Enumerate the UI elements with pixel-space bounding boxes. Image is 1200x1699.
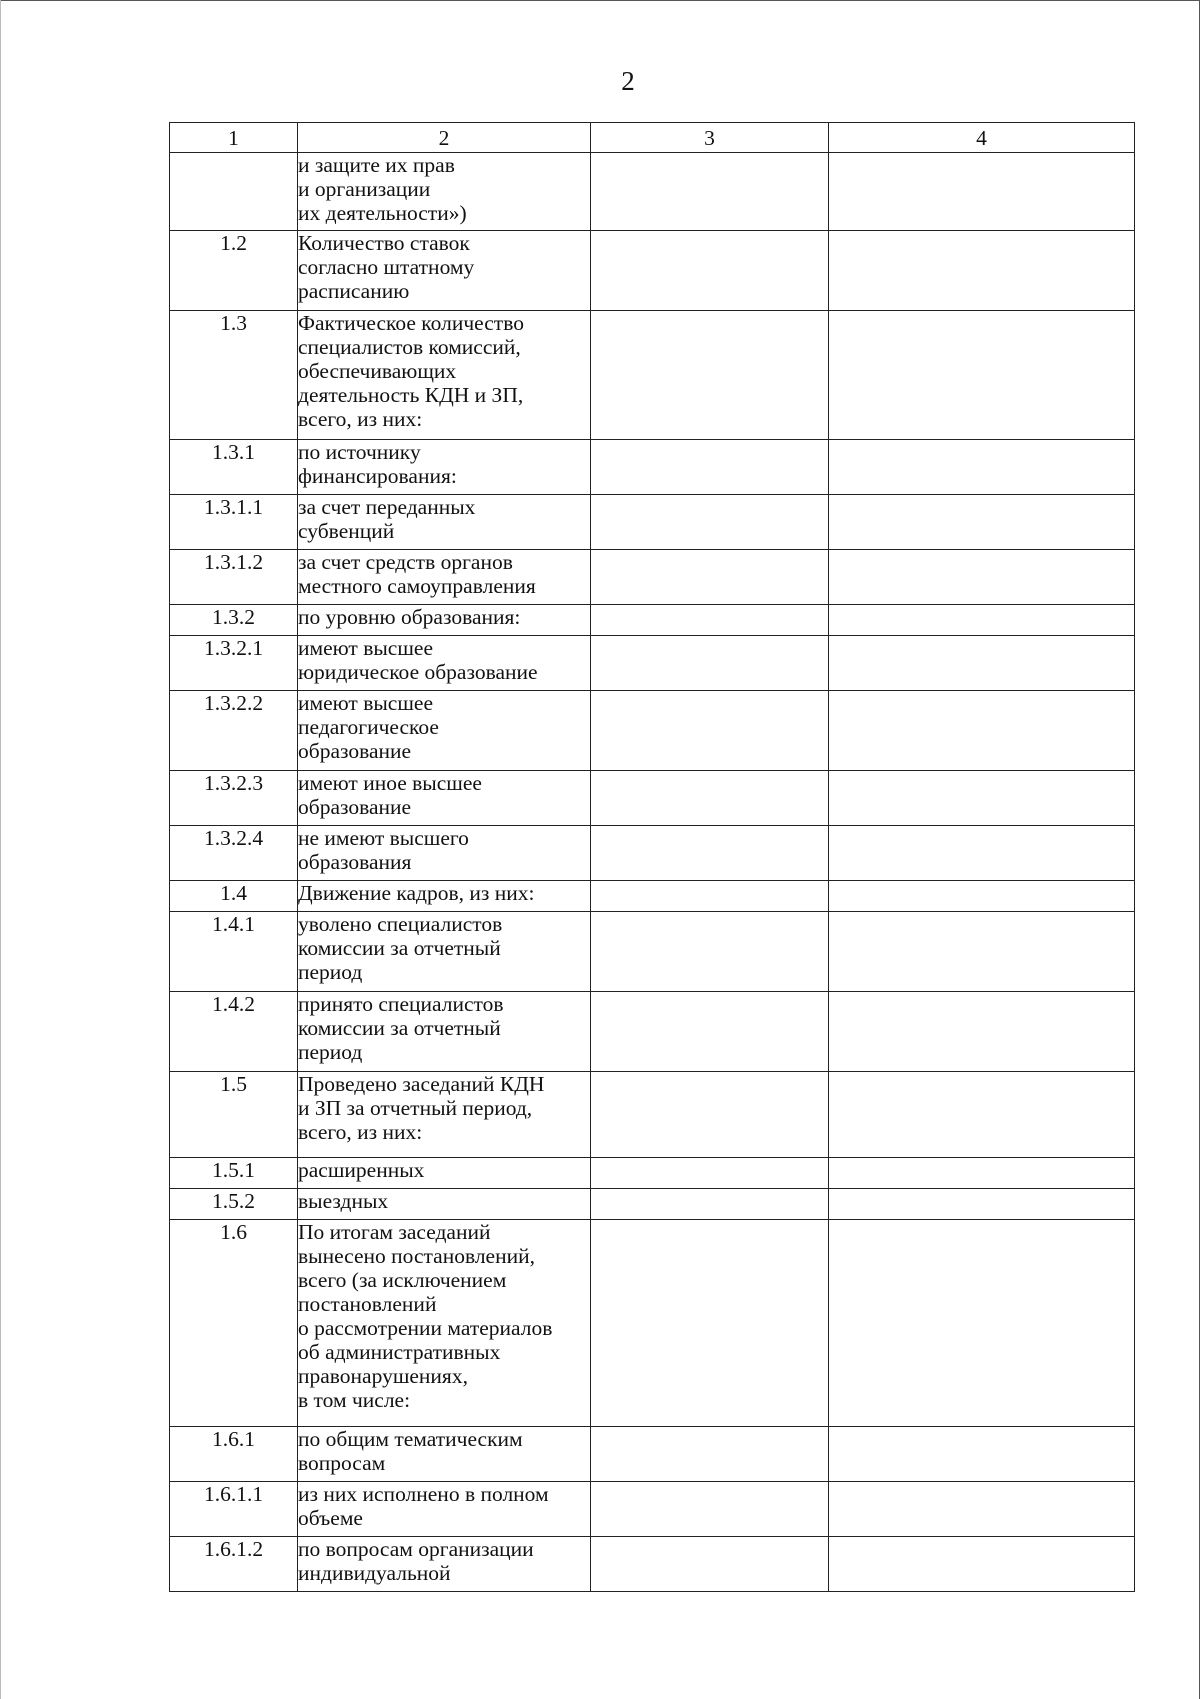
row-number-cell: 1.4.2 — [170, 992, 298, 1072]
value-cell-col4 — [829, 231, 1135, 311]
value-cell-col3 — [591, 1072, 829, 1158]
value-cell-col3 — [591, 771, 829, 826]
row-number-cell: 1.3.2.2 — [170, 691, 298, 771]
value-cell-col4 — [829, 912, 1135, 992]
column-header-1: 1 — [170, 123, 298, 153]
value-cell-col4 — [829, 1158, 1135, 1189]
value-cell-col4 — [829, 691, 1135, 771]
table-row — [170, 1220, 1135, 1427]
row-indicator-text: по источнику финансирования: — [298, 440, 457, 488]
table-row — [170, 1427, 1135, 1482]
value-cell-col4 — [829, 881, 1135, 912]
value-cell-col3 — [591, 881, 829, 912]
value-cell-col4 — [829, 1189, 1135, 1220]
row-indicator-cell — [298, 1482, 591, 1537]
row-indicator-text: расширенных — [298, 1158, 425, 1182]
row-indicator-text: по вопросам организации индивидуальной — [298, 1537, 534, 1585]
table-row — [170, 1537, 1135, 1592]
row-indicator-text: Движение кадров, из них: — [298, 881, 535, 905]
row-number-cell: 1.3 — [170, 311, 298, 440]
row-number-cell: 1.3.2 — [170, 605, 298, 636]
column-header-2: 2 — [298, 123, 591, 153]
row-indicator-text: выездных — [298, 1189, 389, 1213]
row-number-cell: 1.4.1 — [170, 912, 298, 992]
row-number-cell: 1.6.1.1 — [170, 1482, 298, 1537]
row-indicator-text: имеют иное высшее образование — [298, 771, 482, 819]
page-number: 2 — [621, 66, 635, 96]
table-row — [170, 311, 1135, 440]
row-number-cell: 1.3.1.1 — [170, 495, 298, 550]
row-indicator-text: уволено специалистов комиссии за отчетный период — [298, 912, 503, 984]
row-indicator-cell — [298, 495, 591, 550]
value-cell-col3 — [591, 1427, 829, 1482]
row-indicator-text: и защите их прав и организации их деятельности») — [298, 153, 467, 225]
row-indicator-cell — [298, 605, 591, 636]
value-cell-col3 — [591, 495, 829, 550]
row-number-cell: 1.5 — [170, 1072, 298, 1158]
table-row — [170, 440, 1135, 495]
row-indicator-cell — [298, 1072, 591, 1158]
row-indicator-cell — [298, 636, 591, 691]
value-cell-col4 — [829, 440, 1135, 495]
row-indicator-text: Количество ставок согласно штатному расписанию — [298, 231, 475, 303]
page-edge-left — [0, 0, 1, 1699]
row-number-cell: 1.3.2.1 — [170, 636, 298, 691]
value-cell-col4 — [829, 1482, 1135, 1537]
table-row — [170, 495, 1135, 550]
row-indicator-cell — [298, 440, 591, 495]
value-cell-col4 — [829, 771, 1135, 826]
row-indicator-text: по общим тематическим вопросам — [298, 1427, 523, 1475]
row-number-cell: 1.5.1 — [170, 1158, 298, 1189]
row-indicator-cell — [298, 912, 591, 992]
row-indicator-cell — [298, 691, 591, 771]
value-cell-col3 — [591, 1482, 829, 1537]
value-cell-col4 — [829, 495, 1135, 550]
table-row — [170, 992, 1135, 1072]
value-cell-col3 — [591, 440, 829, 495]
value-cell-col3 — [591, 1537, 829, 1592]
row-indicator-cell — [298, 1158, 591, 1189]
row-number-cell: 1.3.2.3 — [170, 771, 298, 826]
row-indicator-text: Фактическое количество специалистов комиссий, обеспечивающих деятельность КДН и ЗП, всего, из них: — [298, 311, 524, 431]
value-cell-col3 — [591, 605, 829, 636]
value-cell-col4 — [829, 826, 1135, 881]
column-header-3: 3 — [591, 123, 829, 153]
value-cell-col3 — [591, 550, 829, 605]
row-indicator-cell — [298, 550, 591, 605]
value-cell-col3 — [591, 153, 829, 231]
value-cell-col4 — [829, 311, 1135, 440]
value-cell-col4 — [829, 992, 1135, 1072]
row-indicator-cell — [298, 881, 591, 912]
value-cell-col3 — [591, 912, 829, 992]
row-indicator-text: за счет переданных субвенций — [298, 495, 476, 543]
report-table — [169, 122, 1135, 1592]
row-indicator-cell — [298, 1189, 591, 1220]
table-row — [170, 605, 1135, 636]
table-row — [170, 826, 1135, 881]
row-indicator-cell — [298, 826, 591, 881]
table-row — [170, 881, 1135, 912]
row-indicator-text: по уровню образования: — [298, 605, 521, 629]
value-cell-col4 — [829, 605, 1135, 636]
table-row — [170, 691, 1135, 771]
row-number-cell: 1.6 — [170, 1220, 298, 1427]
value-cell-col4 — [829, 1072, 1135, 1158]
value-cell-col3 — [591, 1189, 829, 1220]
row-number-cell: 1.3.2.4 — [170, 826, 298, 881]
value-cell-col4 — [829, 1537, 1135, 1592]
table-row — [170, 1482, 1135, 1537]
value-cell-col4 — [829, 550, 1135, 605]
value-cell-col4 — [829, 1220, 1135, 1427]
row-number-cell: 1.2 — [170, 231, 298, 311]
value-cell-col3 — [591, 231, 829, 311]
table-row — [170, 550, 1135, 605]
value-cell-col3 — [591, 992, 829, 1072]
row-indicator-text: Проведено заседаний КДН и ЗП за отчетный период, всего, из них: — [298, 1072, 545, 1144]
row-number-cell: 1.5.2 — [170, 1189, 298, 1220]
row-indicator-cell — [298, 231, 591, 311]
row-indicator-text: не имеют высшего образования — [298, 826, 469, 874]
row-indicator-cell — [298, 771, 591, 826]
table-row — [170, 912, 1135, 992]
table-row — [170, 636, 1135, 691]
table-row — [170, 1158, 1135, 1189]
table-row — [170, 771, 1135, 826]
row-number-cell — [170, 153, 298, 231]
value-cell-col4 — [829, 1427, 1135, 1482]
row-indicator-text: за счет средств органов местного самоуправления — [298, 550, 536, 598]
row-number-cell: 1.4 — [170, 881, 298, 912]
value-cell-col3 — [591, 1220, 829, 1427]
value-cell-col3 — [591, 1158, 829, 1189]
value-cell-col3 — [591, 826, 829, 881]
row-number-cell: 1.6.1 — [170, 1427, 298, 1482]
row-indicator-cell — [298, 311, 591, 440]
row-number-cell: 1.6.1.2 — [170, 1537, 298, 1592]
row-indicator-cell — [298, 1537, 591, 1592]
row-indicator-text: По итогам заседаний вынесено постановлений, всего (за исключением постановлений о рассмотрении материалов об административных правонарушениях, в том числе: — [298, 1220, 553, 1412]
row-indicator-cell — [298, 153, 591, 231]
value-cell-col3 — [591, 311, 829, 440]
table-row — [170, 153, 1135, 231]
table-row — [170, 1072, 1135, 1158]
table-row — [170, 231, 1135, 311]
value-cell-col3 — [591, 636, 829, 691]
value-cell-col3 — [591, 691, 829, 771]
column-header-4: 4 — [829, 123, 1135, 153]
value-cell-col4 — [829, 636, 1135, 691]
row-indicator-text: имеют высшее юридическое образование — [298, 636, 538, 684]
row-indicator-text: из них исполнено в полном объеме — [298, 1482, 549, 1530]
table-row — [170, 1189, 1135, 1220]
row-indicator-cell — [298, 992, 591, 1072]
header-row — [170, 123, 1135, 153]
page-edge-top — [0, 0, 1200, 1]
row-number-cell: 1.3.1 — [170, 440, 298, 495]
row-indicator-text: принято специалистов комиссии за отчетный период — [298, 992, 504, 1064]
row-indicator-text: имеют высшее педагогическое образование — [298, 691, 439, 763]
value-cell-col4 — [829, 153, 1135, 231]
row-number-cell: 1.3.1.2 — [170, 550, 298, 605]
row-indicator-cell — [298, 1427, 591, 1482]
row-indicator-cell — [298, 1220, 591, 1427]
